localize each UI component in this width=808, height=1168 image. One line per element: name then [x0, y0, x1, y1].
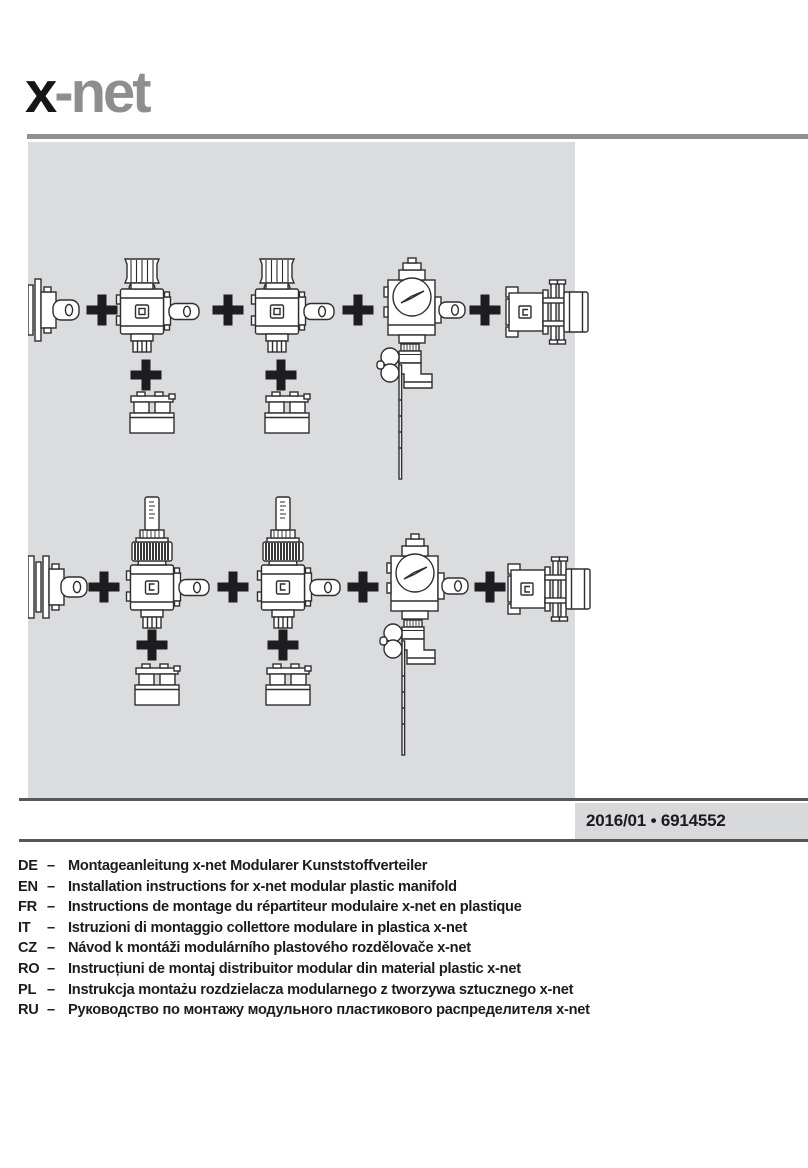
euro-cone-adapter-icon [130, 392, 175, 433]
language-code: CZ [18, 940, 37, 957]
edition-text: 2016/01 • 6914552 [586, 811, 726, 830]
end-connector-icon [506, 280, 588, 344]
dash-separator: – [47, 960, 55, 977]
dash-separator: – [47, 1002, 55, 1019]
euro-cone-adapter-icon [135, 664, 180, 705]
euro-cone-adapter-icon [265, 392, 310, 433]
language-code: FR [18, 899, 37, 916]
language-row-cz [18, 938, 590, 959]
language-code: IT [18, 919, 31, 936]
dash-separator: – [47, 878, 55, 895]
language-row-en [18, 877, 590, 898]
language-title: Instrucțiuni de montaj distribuitor modular din material plastic x-net [68, 960, 521, 977]
language-title: Návod k montáži modulárního plastového rozdělovače x-net [68, 940, 471, 957]
header-divider [27, 134, 808, 139]
language-title: Istruzioni di montaggio collettore modulare in plastica x-net [68, 919, 468, 936]
language-row-ru [18, 1000, 590, 1021]
edition-strip-divider-bottom [19, 839, 808, 842]
edition-badge [575, 803, 808, 839]
language-title: Instrukcja montażu rozdzielacza modularnego z tworzywa sztucznego x-net [68, 981, 574, 998]
language-row-ro [18, 959, 590, 980]
language-row-fr [18, 897, 590, 918]
language-row-pl [18, 980, 590, 1001]
dash-separator: – [47, 899, 55, 916]
language-title: Installation instructions for x-net modular plastic manifold [68, 878, 457, 895]
end-connector-icon [508, 557, 590, 621]
euro-cone-adapter-icon [266, 664, 311, 705]
assembly-diagram [28, 142, 608, 799]
dash-separator: – [47, 858, 55, 874]
logo-light-part: -net [54, 60, 149, 125]
language-title-list [18, 856, 590, 1021]
dash-separator: – [47, 981, 55, 998]
language-code: RU [18, 1002, 39, 1019]
language-title: Montageanleitung x-net Modularer Kunststoffverteiler [68, 858, 428, 874]
language-code: EN [18, 878, 38, 895]
language-code: DE [18, 858, 38, 874]
dash-separator: – [47, 940, 55, 957]
edition-strip-divider-top [19, 798, 808, 801]
assembly-diagram-panel [28, 142, 608, 799]
x-net-logo [25, 60, 149, 125]
dash-separator: – [47, 919, 55, 936]
language-row-it [18, 918, 590, 939]
language-title: Instructions de montage du répartiteur modulaire x-net en plastique [68, 899, 522, 916]
language-row-de [18, 856, 590, 877]
language-title: Руководство по монтажу модульного пластикового распределителя x-net [68, 1002, 590, 1019]
logo-bold-part: x [25, 60, 55, 125]
language-code: PL [18, 981, 37, 998]
language-code: RO [18, 960, 40, 977]
